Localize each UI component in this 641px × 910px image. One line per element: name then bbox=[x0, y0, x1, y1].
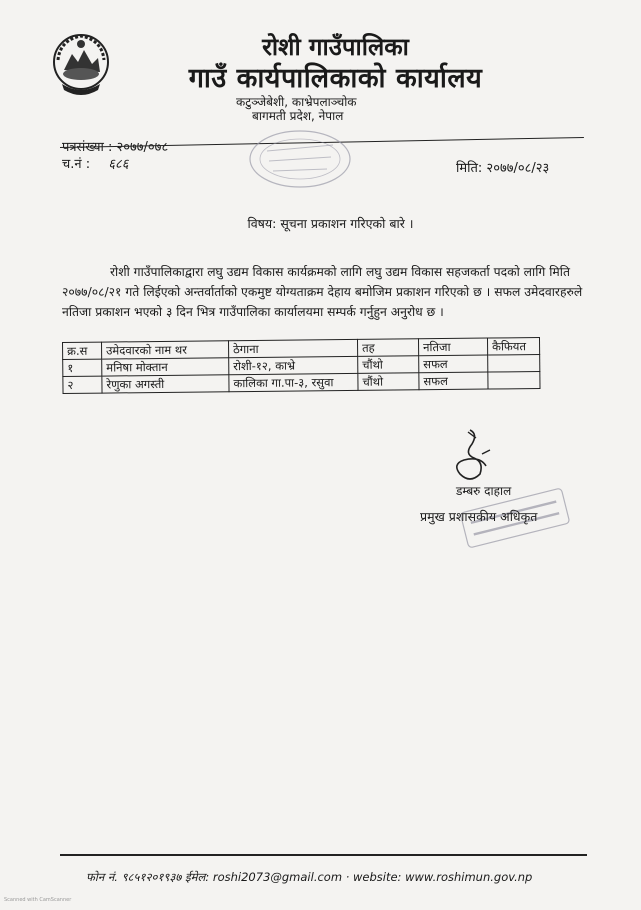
cell-level: चौंथो bbox=[358, 373, 419, 391]
col-remarks: कैफियत bbox=[487, 337, 539, 355]
dispatch-number-value: ६८६ bbox=[108, 157, 129, 172]
signatory-title: प्रमुख प्रशासकीय अधिकृत bbox=[420, 509, 538, 524]
address-line-1: कटुञ्जेबेशी, काभ्रेपलाञ्चोक bbox=[236, 95, 357, 109]
col-candidate-name: उमेदवारको नाम थर bbox=[102, 341, 229, 359]
results-table bbox=[62, 337, 541, 394]
notice-body bbox=[62, 262, 592, 322]
cell-candidate-name: रेणुका अगस्ती bbox=[102, 375, 229, 393]
cell-serial: २ bbox=[63, 376, 102, 393]
contact-footer: फोन नं. ९८५१२०१९३७ ईमेल: roshi2073@gmail.com · website: www.roshimun.gov.np bbox=[86, 870, 533, 884]
office-name: रोशी गाउँपालिका bbox=[262, 33, 409, 61]
reference-number: पत्रसंख्या : २०७७/०७८ bbox=[62, 140, 169, 155]
col-level: तह bbox=[357, 339, 418, 357]
col-address: ठेगाना bbox=[228, 339, 357, 357]
cell-address: कालिका गा.पा-३, रसुवा bbox=[229, 373, 358, 391]
col-result: नतिजा bbox=[418, 338, 487, 356]
cell-level: चौंथो bbox=[358, 356, 419, 374]
cell-serial: १ bbox=[63, 359, 102, 376]
cell-address: रोशी-१२, काभ्रे bbox=[229, 356, 358, 374]
letter-date: मिति: २०७७/०८/२३ bbox=[456, 161, 550, 176]
cell-result: सफल bbox=[419, 372, 488, 390]
dispatch-number bbox=[62, 154, 129, 172]
cell-remarks bbox=[488, 354, 540, 372]
dispatch-number-label: च.नं : bbox=[62, 157, 91, 172]
signature-icon bbox=[440, 424, 500, 484]
scanner-watermark: Scanned with CamScanner bbox=[4, 897, 72, 903]
address-line-2: बागमती प्रदेश, नेपाल bbox=[252, 109, 344, 123]
footer-divider bbox=[60, 854, 587, 856]
cell-result: सफल bbox=[419, 355, 488, 373]
subject-line: विषय: सूचना प्रकाशन गरिएको बारे । bbox=[247, 216, 414, 231]
notice-paragraph: रोशी गाउँपालिकाद्वारा लघु उद्यम विकास कार्यक्रमको लागि लघु उद्यम विकास सहजकर्ता पदको लागि मिति २०७७/०८/२१ गते लिईएको अन्तर्वार्ताको एकमुष्ट योग्यताक्रम देहाय बमोजिम प्रकाशन गरिएको छ । सफल उमेदवारहरुले नतिजा प्रकाशन भएको ३ दिन भित्र गाउँपालिका कार्यालयमा सम्पर्क गर्नुहुन अनुरोध छ । bbox=[62, 265, 583, 319]
office-stamp-icon bbox=[245, 125, 355, 193]
office-subtitle: गाउँ कार्यपालिकाको कार्यालय bbox=[188, 63, 483, 94]
col-serial: क्र.स bbox=[63, 342, 102, 359]
cell-remarks bbox=[488, 371, 540, 389]
signatory-name: डम्बरु दाहाल bbox=[456, 484, 512, 498]
cell-candidate-name: मनिषा मोक्तान bbox=[102, 358, 229, 376]
table-row bbox=[63, 371, 540, 393]
